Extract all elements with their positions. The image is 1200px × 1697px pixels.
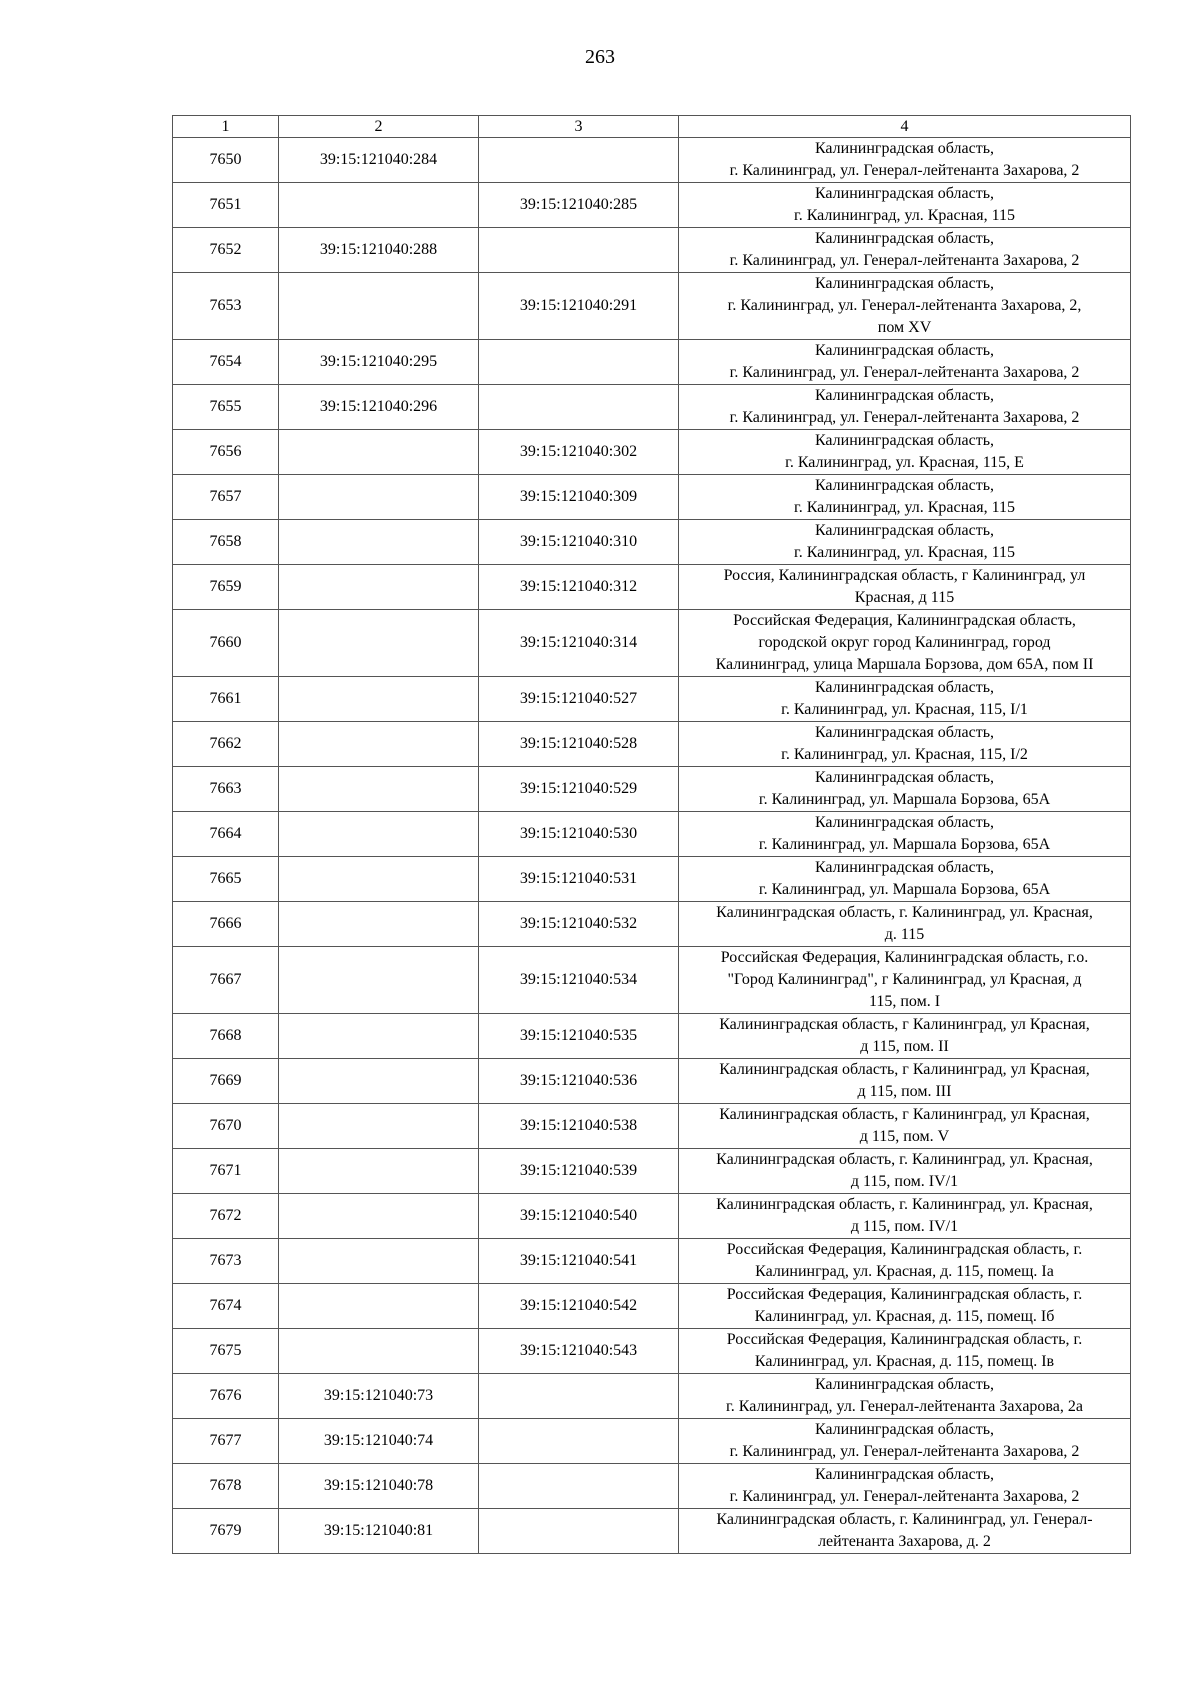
row-number-cell: 7671: [173, 1149, 279, 1194]
table-row: [173, 228, 1131, 273]
table-row: [173, 1149, 1131, 1194]
table-row: [173, 1014, 1131, 1059]
cadastral-number-cell: 39:15:121040:302: [479, 430, 679, 475]
row-number-cell: 7651: [173, 183, 279, 228]
address-cell: Калининградская область, г. Калининград, ул. Генерал-лейтенанта Захарова, 2: [679, 385, 1131, 430]
table-row: [173, 565, 1131, 610]
cadastral-number-cell: 39:15:121040:535: [479, 1014, 679, 1059]
cadastral-number-cell: [479, 1419, 679, 1464]
row-number-cell: 7658: [173, 520, 279, 565]
cadastral-number-cell: [279, 610, 479, 677]
row-number-cell: 7652: [173, 228, 279, 273]
table-row: [173, 430, 1131, 475]
cadastral-number-cell: [279, 1284, 479, 1329]
cadastral-number-cell: [479, 1464, 679, 1509]
cadastral-number-cell: 39:15:121040:542: [479, 1284, 679, 1329]
cadastral-number-cell: 39:15:121040:534: [479, 947, 679, 1014]
table-header-row: [173, 116, 1131, 138]
cadastral-number-cell: 39:15:121040:527: [479, 677, 679, 722]
row-number-cell: 7670: [173, 1104, 279, 1149]
column-header: 4: [679, 116, 1131, 138]
cadastral-number-cell: 39:15:121040:295: [279, 340, 479, 385]
address-cell: Калининградская область, г. Калининград, ул. Генерал- лейтенанта Захарова, д. 2: [679, 1509, 1131, 1554]
cadastral-number-cell: 39:15:121040:528: [479, 722, 679, 767]
table-row: [173, 385, 1131, 430]
row-number-cell: 7668: [173, 1014, 279, 1059]
row-number-cell: 7673: [173, 1239, 279, 1284]
address-cell: Калининградская область, г. Калининград, ул. Красная, д. 115: [679, 902, 1131, 947]
table-row: [173, 520, 1131, 565]
address-cell: Калининградская область, г. Калининград, ул. Красная, д 115, пом. IV/1: [679, 1194, 1131, 1239]
cadastral-number-cell: 39:15:121040:539: [479, 1149, 679, 1194]
cadastral-number-cell: [279, 857, 479, 902]
cadastral-number-cell: 39:15:121040:314: [479, 610, 679, 677]
table-row: [173, 610, 1131, 677]
row-number-cell: 7676: [173, 1374, 279, 1419]
table-row: [173, 1464, 1131, 1509]
cadastral-number-cell: 39:15:121040:309: [479, 475, 679, 520]
cadastral-number-cell: [279, 1329, 479, 1374]
address-cell: Калининградская область, г. Калининград, ул. Генерал-лейтенанта Захарова, 2: [679, 1464, 1131, 1509]
cadastral-number-cell: 39:15:121040:538: [479, 1104, 679, 1149]
registry-table-body: [173, 116, 1131, 1554]
row-number-cell: 7657: [173, 475, 279, 520]
cadastral-number-cell: [279, 902, 479, 947]
cadastral-number-cell: 39:15:121040:288: [279, 228, 479, 273]
table-row: [173, 677, 1131, 722]
row-number-cell: 7653: [173, 273, 279, 340]
cadastral-number-cell: 39:15:121040:73: [279, 1374, 479, 1419]
row-number-cell: 7660: [173, 610, 279, 677]
column-header: 1: [173, 116, 279, 138]
table-row: [173, 1374, 1131, 1419]
table-row: [173, 1104, 1131, 1149]
address-cell: Калининградская область, г. Калининград, ул. Красная, 115, I/2: [679, 722, 1131, 767]
cadastral-number-cell: [279, 1014, 479, 1059]
cadastral-number-cell: [279, 1059, 479, 1104]
table-row: [173, 1284, 1131, 1329]
cadastral-number-cell: [279, 475, 479, 520]
cadastral-number-cell: [279, 677, 479, 722]
row-number-cell: 7674: [173, 1284, 279, 1329]
cadastral-number-cell: [279, 565, 479, 610]
address-cell: Калининградская область, г Калининград, ул Красная, д 115, пом. II: [679, 1014, 1131, 1059]
cadastral-number-cell: 39:15:121040:312: [479, 565, 679, 610]
table-row: [173, 1419, 1131, 1464]
address-cell: Калининградская область, г. Калининград, ул. Генерал-лейтенанта Захарова, 2: [679, 1419, 1131, 1464]
table-row: [173, 1509, 1131, 1554]
cadastral-number-cell: [279, 1104, 479, 1149]
cadastral-number-cell: 39:15:121040:536: [479, 1059, 679, 1104]
row-number-cell: 7669: [173, 1059, 279, 1104]
cadastral-number-cell: 39:15:121040:530: [479, 812, 679, 857]
cadastral-number-cell: 39:15:121040:284: [279, 138, 479, 183]
address-cell: Калининградская область, г. Калининград, ул. Красная, 115, I/1: [679, 677, 1131, 722]
cadastral-number-cell: [279, 183, 479, 228]
address-cell: Калининградская область, г Калининград, ул Красная, д 115, пом. III: [679, 1059, 1131, 1104]
address-cell: Калининградская область, г. Калининград, ул. Маршала Борзова, 65А: [679, 857, 1131, 902]
address-cell: Калининградская область, г. Калининград, ул. Маршала Борзова, 65А: [679, 767, 1131, 812]
row-number-cell: 7655: [173, 385, 279, 430]
row-number-cell: 7661: [173, 677, 279, 722]
address-cell: Калининградская область, г Калининград, ул Красная, д 115, пом. V: [679, 1104, 1131, 1149]
cadastral-number-cell: 39:15:121040:529: [479, 767, 679, 812]
cadastral-number-cell: [279, 947, 479, 1014]
row-number-cell: 7656: [173, 430, 279, 475]
address-cell: Калининградская область, г. Калининград, ул. Красная, 115: [679, 520, 1131, 565]
row-number-cell: 7665: [173, 857, 279, 902]
cadastral-number-cell: [279, 767, 479, 812]
address-cell: Российская Федерация, Калининградская область, г. Калининград, ул. Красная, д. 115, помещ. Iа: [679, 1239, 1131, 1284]
cadastral-number-cell: [279, 812, 479, 857]
address-cell: Калининградская область, г. Калининград, ул. Красная, 115: [679, 183, 1131, 228]
address-cell: Калининградская область, г. Калининград, ул. Генерал-лейтенанта Захарова, 2а: [679, 1374, 1131, 1419]
row-number-cell: 7677: [173, 1419, 279, 1464]
address-cell: Российская Федерация, Калининградская область, г. Калининград, ул. Красная, д. 115, помещ. Iб: [679, 1284, 1131, 1329]
table-row: [173, 475, 1131, 520]
cadastral-number-cell: 39:15:121040:532: [479, 902, 679, 947]
cadastral-number-cell: [479, 138, 679, 183]
cadastral-number-cell: [279, 1149, 479, 1194]
cadastral-number-cell: [479, 1374, 679, 1419]
table-row: [173, 273, 1131, 340]
row-number-cell: 7678: [173, 1464, 279, 1509]
page-number: 263: [585, 46, 615, 68]
address-cell: Российская Федерация, Калининградская область, городской округ город Калининград, город Калининград, улица Маршала Борзова, дом 65А, пом II: [679, 610, 1131, 677]
cadastral-number-cell: [279, 1194, 479, 1239]
row-number-cell: 7666: [173, 902, 279, 947]
address-cell: Российская Федерация, Калининградская область, г.о. "Город Калининград", г Калининград, ул Красная, д 115, пом. I: [679, 947, 1131, 1014]
column-header: 3: [479, 116, 679, 138]
cadastral-number-cell: [479, 1509, 679, 1554]
cadastral-number-cell: 39:15:121040:74: [279, 1419, 479, 1464]
table-row: [173, 183, 1131, 228]
address-cell: Калининградская область, г. Калининград, ул. Генерал-лейтенанта Захарова, 2, пом XV: [679, 273, 1131, 340]
cadastral-number-cell: [479, 385, 679, 430]
row-number-cell: 7662: [173, 722, 279, 767]
cadastral-number-cell: 39:15:121040:78: [279, 1464, 479, 1509]
row-number-cell: 7672: [173, 1194, 279, 1239]
address-cell: Калининградская область, г. Калининград, ул. Красная, 115, Е: [679, 430, 1131, 475]
cadastral-number-cell: 39:15:121040:81: [279, 1509, 479, 1554]
row-number-cell: 7679: [173, 1509, 279, 1554]
table-row: [173, 1329, 1131, 1374]
cadastral-number-cell: 39:15:121040:291: [479, 273, 679, 340]
cadastral-number-cell: 39:15:121040:310: [479, 520, 679, 565]
table-row: [173, 1239, 1131, 1284]
row-number-cell: 7667: [173, 947, 279, 1014]
cadastral-number-cell: [279, 1239, 479, 1284]
cadastral-number-cell: [279, 430, 479, 475]
address-cell: Калининградская область, г. Калининград, ул. Генерал-лейтенанта Захарова, 2: [679, 340, 1131, 385]
row-number-cell: 7650: [173, 138, 279, 183]
table-row: [173, 1194, 1131, 1239]
table-row: [173, 138, 1131, 183]
row-number-cell: 7659: [173, 565, 279, 610]
table-row: [173, 767, 1131, 812]
cadastral-number-cell: 39:15:121040:540: [479, 1194, 679, 1239]
table-row: [173, 902, 1131, 947]
row-number-cell: 7664: [173, 812, 279, 857]
address-cell: Калининградская область, г. Калининград, ул. Генерал-лейтенанта Захарова, 2: [679, 138, 1131, 183]
column-header: 2: [279, 116, 479, 138]
cadastral-number-cell: 39:15:121040:543: [479, 1329, 679, 1374]
cadastral-number-cell: 39:15:121040:296: [279, 385, 479, 430]
address-cell: Калининградская область, г. Калининград, ул. Красная, 115: [679, 475, 1131, 520]
table-row: [173, 947, 1131, 1014]
cadastral-number-cell: 39:15:121040:285: [479, 183, 679, 228]
cadastral-number-cell: [279, 273, 479, 340]
address-cell: Россия, Калининградская область, г Калининград, ул Красная, д 115: [679, 565, 1131, 610]
table-row: [173, 1059, 1131, 1104]
table-row: [173, 812, 1131, 857]
address-cell: Калининградская область, г. Калининград, ул. Генерал-лейтенанта Захарова, 2: [679, 228, 1131, 273]
cadastral-number-cell: [479, 228, 679, 273]
cadastral-number-cell: 39:15:121040:541: [479, 1239, 679, 1284]
table-row: [173, 857, 1131, 902]
row-number-cell: 7663: [173, 767, 279, 812]
row-number-cell: 7654: [173, 340, 279, 385]
cadastral-number-cell: [279, 520, 479, 565]
address-cell: Калининградская область, г. Калининград, ул. Красная, д 115, пом. IV/1: [679, 1149, 1131, 1194]
table-row: [173, 722, 1131, 767]
cadastral-number-cell: 39:15:121040:531: [479, 857, 679, 902]
registry-table: [172, 115, 1131, 1554]
cadastral-number-cell: [479, 340, 679, 385]
cadastral-number-cell: [279, 722, 479, 767]
row-number-cell: 7675: [173, 1329, 279, 1374]
address-cell: Калининградская область, г. Калининград, ул. Маршала Борзова, 65А: [679, 812, 1131, 857]
table-row: [173, 340, 1131, 385]
address-cell: Российская Федерация, Калининградская область, г. Калининград, ул. Красная, д. 115, помещ. Iв: [679, 1329, 1131, 1374]
